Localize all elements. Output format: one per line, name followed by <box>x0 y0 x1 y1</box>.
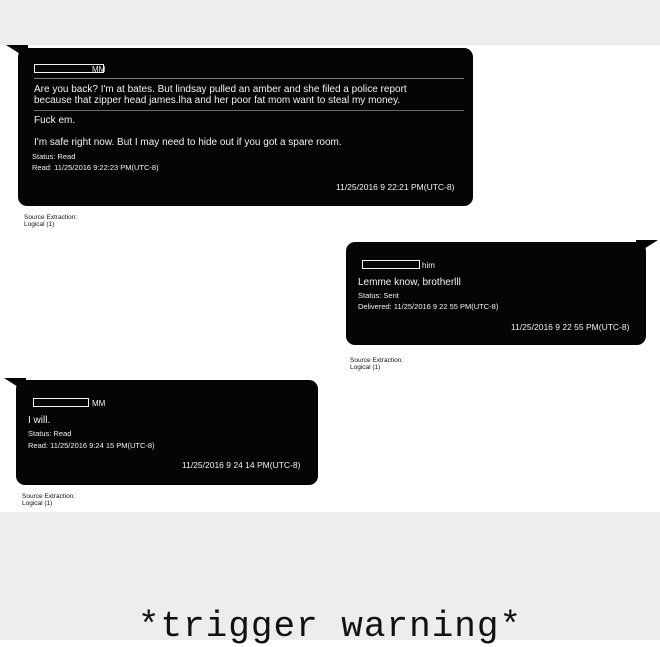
message-line: I'm safe right now. But I may need to hide out if you got a spare room. <box>34 137 342 148</box>
redaction-line <box>34 110 464 111</box>
caption-text: *trigger warning* <box>137 606 523 647</box>
message-line: Fuck em. <box>34 115 76 126</box>
message-timestamp: 11/25/2016 9 24 14 PM(UTC-8) <box>182 460 301 470</box>
message-line: I will. <box>28 415 51 426</box>
message-delivered-time: Delivered: 11/25/2016 9 22 55 PM(UTC-8) <box>358 302 499 311</box>
message-bubble-1 <box>18 48 473 206</box>
top-band <box>0 0 660 45</box>
message-read-time: Read: 11/25/2016 9:24 15 PM(UTC-8) <box>28 441 155 450</box>
source-extraction: Source Extraction: Logical (1) <box>350 357 404 371</box>
message-timestamp: 11/25/2016 9 22:21 PM(UTC-8) <box>336 182 455 192</box>
sender-name: him <box>422 261 435 270</box>
source-extraction: Source Extraction: Logical (1) <box>22 493 76 507</box>
redacted-name <box>362 260 420 269</box>
message-status: Status: Sent <box>358 291 399 300</box>
redaction-line <box>34 78 464 79</box>
message-line: because that zipper head james.lha and her poor fat mom want to steal my money. <box>34 95 401 106</box>
source-extraction: Source Extraction: Logical (1) <box>24 214 78 228</box>
message-line: Lemme know, brotherlll <box>358 277 461 288</box>
message-read-time: Read: 11/25/2016 9:22:23 PM(UTC-8) <box>32 163 159 172</box>
redacted-name <box>33 398 89 407</box>
sender-name: MM <box>92 65 106 74</box>
message-timestamp: 11/25/2016 9 22 55 PM(UTC-8) <box>511 322 630 332</box>
message-status: Status: Read <box>32 152 76 161</box>
message-status: Status: Read <box>28 429 72 438</box>
message-bubble-3 <box>16 380 318 485</box>
message-bubble-2 <box>346 242 646 345</box>
sender-name: MM <box>92 399 106 408</box>
message-line: Are you back? I'm at bates. But lindsay pulled an amber and she filed a police report <box>34 84 407 95</box>
